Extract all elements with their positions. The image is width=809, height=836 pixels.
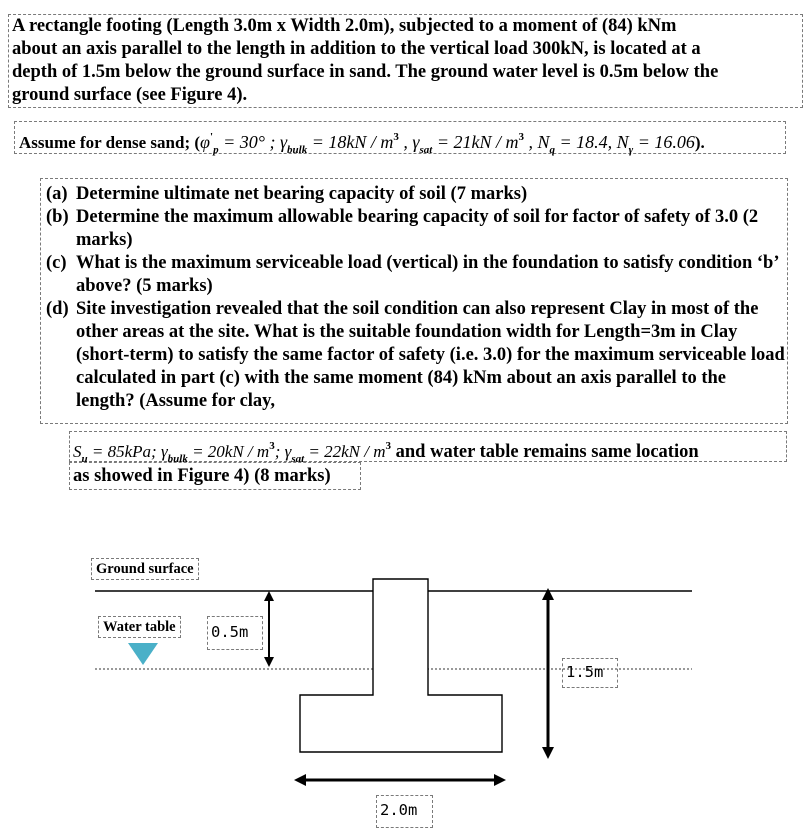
gamma-sat-value: = 22kN / m: [304, 442, 386, 461]
ngamma-value: = 16.06: [633, 132, 695, 152]
part-label: (d): [46, 299, 69, 319]
separator: ;: [264, 132, 280, 152]
part-text: Site investigation revealed that the soil condition can also represent Clay in most of the other areas at the site. What is the suitable foundation width for Length=3m in Clay (short-term) to satisfy the same factor of safety (i.e. 3.0) for the maximum serviceable load calculated in part (c) with the same moment (84) kNm about an axis parallel to the length? (Assume for clay,: [76, 299, 785, 411]
arrow-head-icon: [264, 657, 274, 667]
width-label: 2.0m: [376, 795, 433, 828]
gamma-bulk-symbol: γ: [279, 132, 288, 152]
nq-value: = 18.4,: [554, 132, 617, 152]
su-subscript: u: [81, 453, 88, 465]
cube-exponent: 3: [269, 440, 275, 452]
nq-subscript: q: [549, 144, 555, 156]
assume-tail: ).: [694, 133, 705, 152]
ground-surface-label: Ground surface: [91, 558, 199, 580]
phi-symbol: φ: [200, 132, 211, 152]
separator: ,: [398, 132, 413, 152]
intro-line: depth of 1.5m below the ground surface in sand. The ground water level is 0.5m below the: [12, 62, 719, 82]
gamma-sat-subscript: sat: [419, 144, 433, 156]
gamma-sat-value: = 21kN / m: [432, 132, 519, 152]
part-text: Determine ultimate net bearing capacity of soil (7 marks): [76, 184, 528, 204]
clay-assumptions-continued: as showed in Figure 4) (8 marks): [69, 462, 361, 490]
gamma-sat-subscript: sat: [291, 453, 305, 465]
assume-lead: Assume for dense sand; (: [19, 133, 201, 152]
intro-line: about an axis parallel to the length in addition to the vertical load 300kN, is located at a: [12, 39, 701, 59]
ngamma-symbol: N: [616, 132, 629, 152]
nq-symbol: N: [537, 132, 550, 152]
clay-tail: and water table remains same location: [391, 442, 699, 462]
part-text: Determine the maximum allowable bearing capacity of soil for factor of safety of 3.0 (2 marks): [76, 207, 759, 250]
phi-subscript: p: [213, 144, 219, 156]
depth-label: 1.5m: [562, 658, 618, 688]
gamma-bulk-value: = 20kN / m: [187, 442, 270, 461]
intro-line: ground surface (see Figure 4).: [12, 85, 248, 105]
ngamma-subscript: γ: [628, 144, 634, 156]
separator: ,: [523, 132, 538, 152]
gamma-bulk-value: = 18kN / m: [307, 132, 394, 152]
part-label: (a): [46, 184, 68, 204]
cube-exponent: 3: [518, 131, 524, 143]
arrow-head-icon: [542, 588, 554, 600]
arrow-head-icon: [264, 591, 274, 601]
gamma-bulk-subscript: bulk: [287, 144, 308, 156]
gamma-bulk-symbol: γ: [160, 442, 168, 461]
part-label: (c): [46, 253, 67, 273]
arrow-head-icon: [494, 774, 506, 786]
part-label: (b): [46, 207, 69, 227]
cube-exponent: 3: [393, 131, 399, 143]
phi-value: = 30°: [218, 132, 265, 152]
gamma-sat-symbol: γ: [284, 442, 292, 461]
water-table-label: Water table: [98, 616, 181, 638]
footing-shape: [300, 579, 502, 752]
intro-line: A rectangle footing (Length 3.0m x Width 2.0m), subjected to a moment of (84) kNm: [12, 16, 677, 36]
phi-prime: ': [210, 131, 214, 143]
part-text: What is the maximum serviceable load (vertical) in the foundation to satisfy condition ‘b’ above? (5 marks): [76, 253, 779, 296]
su-value: = 85kPa;: [87, 442, 161, 461]
separator: ;: [274, 442, 285, 461]
gamma-sat-symbol: γ: [412, 132, 420, 152]
arrow-head-icon: [542, 747, 554, 759]
cube-exponent: 3: [385, 440, 392, 452]
gamma-bulk-subscript: bulk: [167, 453, 188, 465]
water-table-icon: [128, 643, 158, 665]
arrow-head-icon: [294, 774, 306, 786]
su-symbol: S: [73, 442, 82, 461]
water-depth-label: 0.5m: [207, 616, 263, 650]
